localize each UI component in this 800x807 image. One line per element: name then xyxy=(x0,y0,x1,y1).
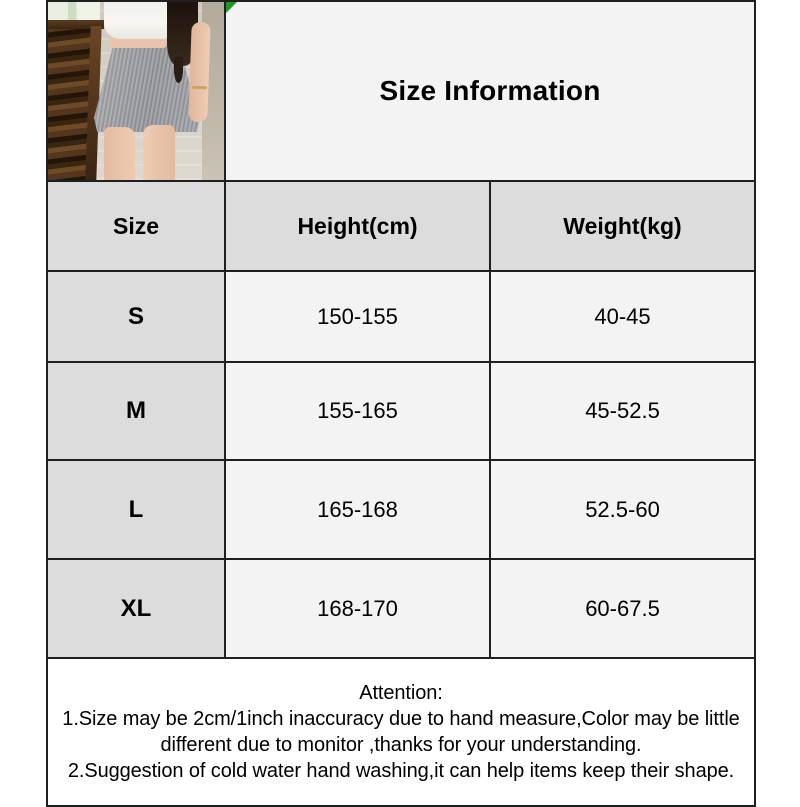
attention-note xyxy=(47,658,755,806)
window xyxy=(48,2,100,20)
model-white-top xyxy=(104,2,174,39)
column-header-weight: Weight(kg) xyxy=(490,181,755,271)
model-right-leg xyxy=(143,125,175,180)
height-cell: 155-165 xyxy=(225,362,490,460)
model-bracelet xyxy=(192,86,207,90)
table-row-xl xyxy=(47,559,755,658)
table-row-m xyxy=(47,362,755,460)
height-cell: 165-168 xyxy=(225,460,490,559)
size-cell: XL xyxy=(47,559,225,658)
table-row-l xyxy=(47,460,755,559)
model-arm xyxy=(188,22,210,123)
attention-item: 2.Suggestion of cold water hand washing,it can help items keep their shape. xyxy=(67,760,735,782)
size-cell: L xyxy=(47,460,225,559)
weight-cell: 60-67.5 xyxy=(490,559,755,658)
green-corner-marker-icon xyxy=(226,2,237,13)
column-header-height: Height(cm) xyxy=(225,181,490,271)
weight-cell: 52.5-60 xyxy=(490,460,755,559)
page-title: Size Information xyxy=(379,75,601,106)
attention-row xyxy=(47,658,755,806)
column-header-size: Size xyxy=(47,181,225,271)
size-table xyxy=(46,0,756,807)
model-hair-strand xyxy=(174,57,183,83)
product-photo-cell xyxy=(47,1,225,181)
column-header-row xyxy=(47,181,755,271)
size-cell: S xyxy=(47,271,225,362)
height-cell: 168-170 xyxy=(225,559,490,658)
weight-cell: 40-45 xyxy=(490,271,755,362)
top-row xyxy=(47,1,755,181)
attention-heading: Attention: xyxy=(359,682,443,704)
model-left-leg xyxy=(104,127,135,180)
size-chart-card xyxy=(46,0,754,807)
table-row-s xyxy=(47,271,755,362)
product-photo xyxy=(48,2,224,180)
size-cell: M xyxy=(47,362,225,460)
weight-cell: 45-52.5 xyxy=(490,362,755,460)
title-cell xyxy=(225,1,755,181)
height-cell: 150-155 xyxy=(225,271,490,362)
attention-item: 1.Size may be 2cm/1inch inaccuracy due to hand measure,Color may be little different due to monitor ,thanks for your understanding. xyxy=(62,708,740,756)
